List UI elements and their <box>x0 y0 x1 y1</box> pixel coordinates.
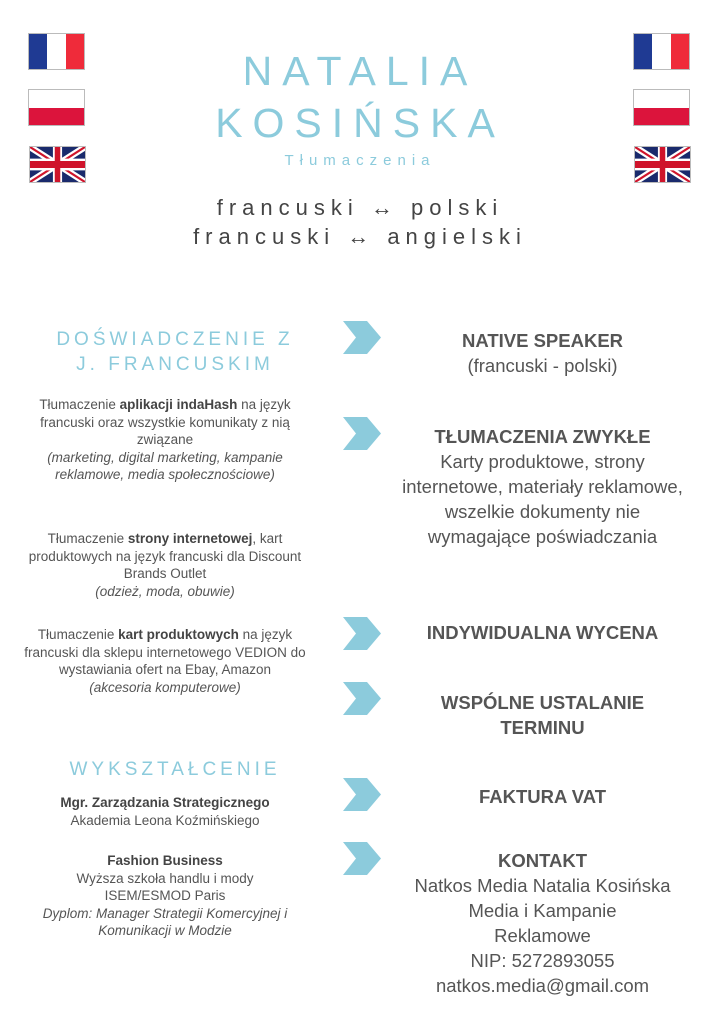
item-bold: strony internetowej <box>127 531 253 546</box>
chevron-right-icon <box>343 682 381 715</box>
education-item <box>15 794 315 829</box>
item-note: (akcesoria komputerowe) <box>89 679 241 695</box>
feature-pricing <box>385 620 700 645</box>
feature-title: WSPÓLNE USTALANIE TERMINU <box>440 692 645 738</box>
item-text: na język francuski dla sklepu internetowego VEDION do wystawiania ofert na Ebay, Amazon <box>24 627 306 677</box>
education-item <box>15 852 315 940</box>
feature-title: TŁUMACZENIA ZWYKŁE <box>434 426 651 447</box>
feature-deadline <box>385 690 700 740</box>
feature-text: Karty produktowe, strony internetowe, materiały reklamowe, wszelkie dokumenty nie wymagające poświadczania <box>402 451 683 547</box>
education-heading: WYKSZTAŁCENIE <box>69 759 281 780</box>
item-text: na język francuski oraz wszystkie komunikaty z nią związane <box>40 397 291 447</box>
feature-translations <box>385 424 700 549</box>
feature-title: FAKTURA VAT <box>478 786 607 807</box>
feature-native-speaker <box>385 328 700 378</box>
item-text: , kart produktowych na język francuski dla Discount Brands Outlet <box>28 531 302 581</box>
item-text: Tłumaczenie <box>37 627 119 642</box>
feature-contact <box>385 848 700 998</box>
chevron-right-icon <box>343 778 381 811</box>
item-bold: aplikacji indaHash <box>119 397 238 412</box>
contact-email[interactable]: natkos.media@gmail.com <box>435 975 650 996</box>
experience-heading-line2: J. FRANCUSKIM <box>76 354 274 375</box>
experience-item <box>15 626 315 696</box>
chevron-right-icon <box>343 321 381 354</box>
feature-text: (francuski - polski) <box>467 355 618 376</box>
contact-company: Natkos Media Natalia Kosińska <box>414 875 671 896</box>
feature-title: NATIVE SPEAKER <box>461 330 624 351</box>
item-text: Tłumaczenie <box>47 531 128 546</box>
subtitle: Tłumaczenia <box>284 152 436 169</box>
experience-heading <box>20 327 330 377</box>
item-text: Tłumaczenie <box>39 397 120 412</box>
experience-item <box>15 396 315 484</box>
feature-vat <box>385 784 700 809</box>
experience-heading-line1: DOŚWIADCZENIE Z <box>56 329 294 350</box>
contact-title: KONTAKT <box>497 850 588 871</box>
contact-description: Reklamowe <box>494 925 591 946</box>
chevron-right-icon <box>343 417 381 450</box>
name-first: NATALIA <box>242 48 478 94</box>
language-pair-2: francuski ↔ angielski <box>193 224 527 249</box>
item-note: (marketing, digital marketing, kampanie reklamowe, media społecznościowe) <box>47 449 283 482</box>
education-degree: Fashion Business <box>107 853 223 868</box>
education-school: Wyższa szkoła handlu i mody <box>76 870 254 886</box>
contact-description: Media i Kampanie <box>468 900 617 921</box>
experience-item <box>15 530 315 600</box>
contact-nip: NIP: 5272893055 <box>470 950 615 971</box>
item-bold: kart produktowych <box>118 627 239 642</box>
feature-title: INDYWIDUALNA WYCENA <box>426 622 659 643</box>
chevron-right-icon <box>343 617 381 650</box>
education-school: Akademia Leona Koźmińskiego <box>70 812 260 828</box>
name-last: KOSIŃSKA <box>215 100 505 146</box>
chevron-right-icon <box>343 842 381 875</box>
education-school: ISEM/ESMOD Paris <box>104 888 226 903</box>
education-degree: Mgr. Zarządzania Strategicznego <box>60 795 270 810</box>
education-diploma: Dyplom: Manager Strategii Komercyjnej i Komunikacji w Modzie <box>42 905 288 938</box>
language-pair-1: francuski ↔ polski <box>216 195 504 220</box>
item-note: (odzież, moda, obuwie) <box>95 583 235 599</box>
